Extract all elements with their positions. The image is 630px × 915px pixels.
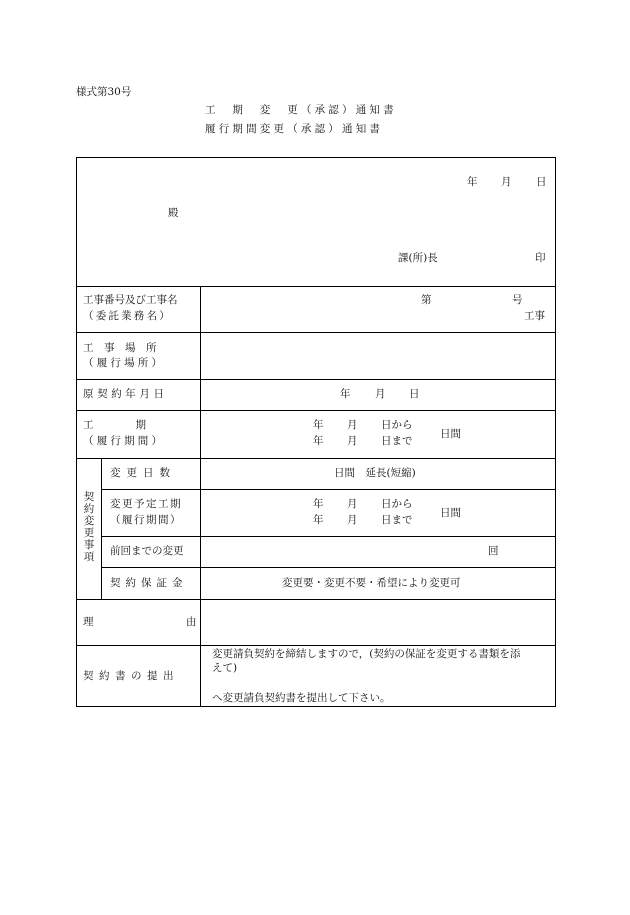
title-line-1: 工 期 変 更（承認）通知書 bbox=[205, 104, 397, 116]
divider bbox=[76, 286, 556, 287]
period-days: 日間 bbox=[440, 428, 461, 440]
change-days-value: 日間 延長(短縮) bbox=[334, 467, 416, 479]
change-to-day: 日まで bbox=[381, 514, 413, 526]
change-from-month: 月 bbox=[347, 498, 358, 510]
date-year: 年 bbox=[467, 176, 478, 188]
previous-changes-value: 回 bbox=[488, 545, 499, 557]
divider bbox=[76, 458, 556, 459]
divider bbox=[200, 286, 201, 707]
work-place-label: 工 事 場 所 bbox=[83, 342, 157, 354]
submission-text-2: えて) bbox=[212, 662, 238, 674]
divider bbox=[101, 458, 102, 599]
divider bbox=[101, 567, 556, 568]
addressee-suffix: 殿 bbox=[168, 207, 179, 219]
work-place-sublabel: （履行場所） bbox=[83, 357, 166, 369]
divider bbox=[76, 379, 556, 380]
work-name-sublabel: （委託業務名） bbox=[83, 310, 172, 322]
divider bbox=[101, 536, 556, 537]
submission-label: 契約書の提出 bbox=[83, 670, 179, 682]
date-month: 月 bbox=[501, 176, 512, 188]
previous-changes-label: 前回までの変更 bbox=[110, 545, 184, 557]
seal-mark: 印 bbox=[535, 252, 546, 264]
divider bbox=[76, 645, 556, 646]
guarantee-label: 契約保証金 bbox=[110, 577, 188, 589]
change-from-year: 年 bbox=[313, 498, 324, 510]
date-day: 日 bbox=[536, 176, 547, 188]
change-section-label: 契約変更事項 bbox=[83, 491, 95, 563]
change-period-label: 変更予定工期 bbox=[110, 498, 182, 510]
submission-text-3: へ変更請負契約書を提出して下さい。 bbox=[212, 692, 391, 704]
change-to-year: 年 bbox=[313, 514, 324, 526]
reason-label-end: 由 bbox=[186, 616, 197, 628]
work-name-label: 工事番号及び工事名 bbox=[83, 294, 178, 306]
form-number: 様式第30号 bbox=[76, 86, 132, 98]
divider bbox=[76, 599, 556, 600]
divider bbox=[101, 489, 556, 490]
period-to-month: 月 bbox=[347, 435, 358, 447]
change-from-day: 日から bbox=[381, 498, 413, 510]
contract-date-label: 原契約年月日 bbox=[83, 388, 168, 400]
period-from-day: 日から bbox=[381, 419, 413, 431]
contract-day: 日 bbox=[409, 388, 420, 400]
period-label: 工 期 bbox=[83, 419, 146, 431]
title-line-2: 履行期間変更（承認）通知書 bbox=[205, 123, 384, 135]
guarantee-value: 変更要・変更不要・希望により変更可 bbox=[282, 577, 461, 589]
work-no-suffix: 号 bbox=[512, 294, 523, 306]
change-to-month: 月 bbox=[347, 514, 358, 526]
form-table bbox=[76, 157, 556, 707]
period-from-year: 年 bbox=[313, 419, 324, 431]
issuer-title: 課(所)長 bbox=[398, 252, 438, 264]
work-suffix: 工事 bbox=[524, 310, 545, 322]
work-no-prefix: 第 bbox=[421, 294, 432, 306]
contract-year: 年 bbox=[340, 388, 351, 400]
period-sublabel: （履行期間） bbox=[83, 435, 166, 447]
divider bbox=[76, 410, 556, 411]
contract-month: 月 bbox=[375, 388, 386, 400]
reason-label-start: 理 bbox=[83, 616, 94, 628]
period-to-year: 年 bbox=[313, 435, 324, 447]
divider bbox=[76, 332, 556, 333]
change-period-sublabel: （履行期間） bbox=[110, 514, 182, 526]
change-period-days: 日間 bbox=[440, 507, 461, 519]
period-to-day: 日まで bbox=[381, 435, 413, 447]
period-from-month: 月 bbox=[347, 419, 358, 431]
change-days-label: 変更日数 bbox=[110, 467, 176, 479]
submission-text-1: 変更請負契約を締結しますので，(契約の保証を変更する書類を添 bbox=[212, 648, 521, 660]
